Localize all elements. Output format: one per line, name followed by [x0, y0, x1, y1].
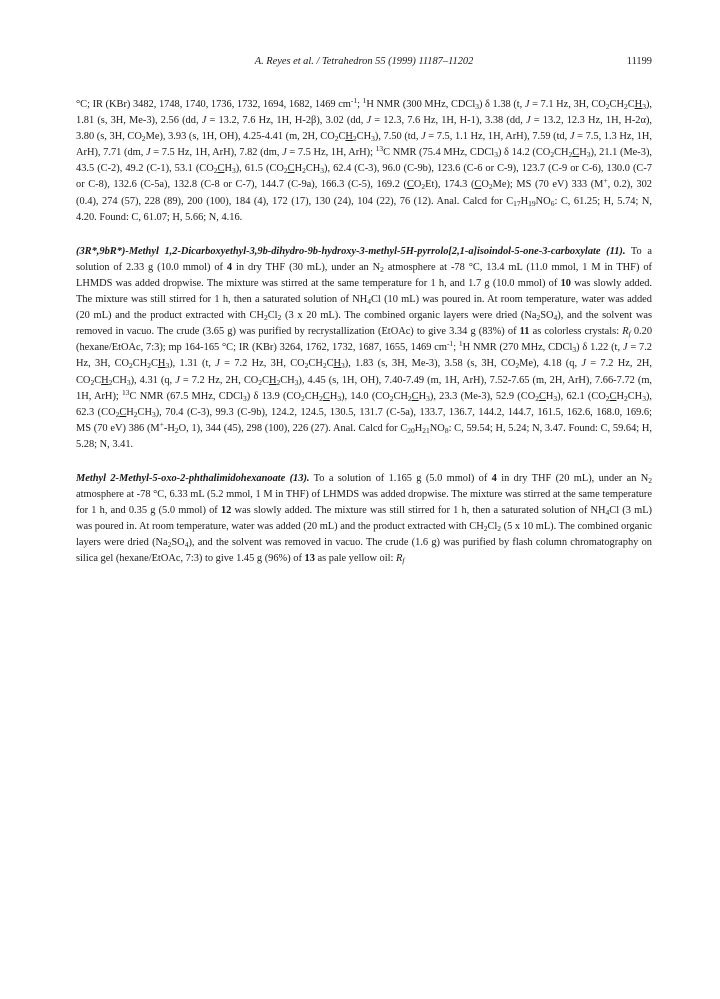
paragraph-text: To a solution of 1.165 g (5.0 mmol) of 4 in dry THF (20 mL), under an $N_2$ atmosphere at -78 °C, 6.33 mL (5.2 mmol, 1 M in THF) of LHMDS was added dropwise. The mixture was stirred at the same temperature for 1 h, and 0.35 g (5.0 mmol) of 12 was slowly added. The mixture was still stirred for 1 h, then a saturated solution of $NH_4Cl$ (3 mL) was poured in. At room temperature, water was added (20 mL) and the product extracted with $CH_2Cl_2$ (5 x 10 mL). The combined organic layers were dried $(Na_2SO_4)$, and the solvent was removed in vacuo. The crude (1.6 g) was purified by flash column chromatography on silica gel (hexane/EtOAc, 7:3) to give 1.45 g (96%) of 13 as pale yellow oil: $R_f$	[76, 472, 653, 566]
paragraph-text: To a solution of 2.33 g (10.0 mmol) of 4 in dry THF (30 mL), under an $N_2$ atmosphere at -78 °C, 13.4 mL (11.0 mmol, 1 M in THF) of LHMDS was added dropwise. The mixture was stirred at the same temperature for 1 h, and 1.7 g (10.0 mmol) of 10 was slowly added. The mixture was still stirred for 1 h, then a saturated solution of $NH_4Cl$ (10 mL) was poured in. At room temperature, water was added (20 mL) and the product extracted with $CH_2Cl_2$ (3 x 20 mL). The combined organic layers were dried $(Na_2SO_4)$, and the solvent was removed in vacuo. The crude (3.65 g) was purified by recrystallization (EtOAc) to give 3.34 g (83%) of 11 as colorless crystals: $R_f$ 0.20 (hexane/EtOAc, 7:3); mp 164-165 °C; IR (KBr) 3264, 1762, 1732, 1687, 1655, 1469 $cm^{-1}$; $^1$H NMR (270 MHz, CDCl$_3$) δ 1.22 (t, J = 7.2 Hz, 3H, $CO_2CH_2CH_3$), 1.31 (t, J = 7.2 Hz, 3H, $CO_2CH_2CH_3$), 1.83 (s, 3H, Me-3), 3.58 (s, 3H, $CO_2Me$), 4.18 (q, J = 7.2 Hz, 2H, $CO_2CH_2CH_3$), 4.31 (q, J = 7.2 Hz, 2H, $CO_2CH_2CH_3$), 4.45 (s, 1H, OH), 7.40-7.49 (m, 1H, ArH), 7.52-7.65 (m, 2H, ArH), 7.66-7.72 (m, 1H, ArH); $^{13}$C NMR (67.5 MHz, CDCl$_3$) δ 13.9 $(CO_2CH_2CH_3)$, 14.0 $(CO_2CH_2CH_3)$, 23.3 (Me-3), 52.9 $(CO_2CH_3)$, 62.1 $(CO_2CH_2CH_3)$, 62.3 $(CO_2CH_2CH_3)$, 70.4 (C-3), 99.3 (C-9b), 124.2, 124.5, 130.5, 131.7 (C-5a), 133.7, 136.7, 144.2, 144.7, 161.5, 162.6, 168.0, 169.6; MS (70 eV) 386 ($M^+-H_2O$, 1), 344 (45), 298 (100), 226 (27). Anal. Calcd for $C_{20}H_{21}NO_8$: C, 59.54; H, 5.24; N, 3.47. Found: C, 59.64; H, 5.28; N, 3.41.	[76, 245, 653, 450]
paragraph-2	[76, 244, 652, 453]
paragraph-heading: Methyl 2-Methyl-5-oxo-2-phthalimidohexanoate (13).	[76, 472, 310, 484]
paragraph-3	[76, 471, 652, 568]
paragraph-heading: (3R*,9bR*)-Methyl 1,2-Dicarboxyethyl-3,9b-dihydro-9b-hydroxy-3-methyl-5H-pyrrolo[2,1-a]isoindol-5-one-3-carboxylate (11).	[76, 245, 626, 257]
page-header	[76, 54, 652, 70]
paragraph-1	[76, 97, 652, 226]
running-head: A. Reyes et al. / Tetrahedron 55 (1999) 11187–11202	[254, 56, 474, 67]
page-number: 11199	[626, 56, 652, 67]
paragraph-text: °C; IR (KBr) 3482, 1748, 1740, 1736, 1732, 1694, 1682, 1469 $cm^{-1}$; $^1$H NMR (300 MHz, CDCl$_3$) δ 1.38 (t, J = 7.1 Hz, 3H, $CO_2CH_2CH_3$), 1.81 (s, 3H, Me-3), 2.56 (dd, J = 13.2, 7.6 Hz, 1H, H-2β), 3.02 (dd, J = 12.3, 7.6 Hz, 1H, H-1), 3.38 (dd, J = 13.2, 12.3 Hz, 1H, H-2α), 3.80 (s, 3H, $CO_2Me$), 3.93 (s, 1H, OH), 4.25-4.41 (m, 2H, $CO_2CH_2CH_3$), 7.50 (td, J = 7.5, 1.1 Hz, 1H, ArH), 7.59 (td, J = 7.5, 1.3 Hz, 1H, ArH), 7.71 (dm, J = 7.5 Hz, 1H, ArH), 7.82 (dm, J = 7.5 Hz, 1H, ArH); $^{13}$C NMR (75.4 MHz, CDCl$_3$) δ 14.2 $(CO_2CH_2CH_3)$, 21.1 (Me-3), 43.5 (C-2), 49.2 (C-1), 53.1 $(CO_2CH_3)$, 61.5 $(CO_2CH_2CH_3)$, 62.4 (C-3), 96.0 (C-9b), 123.6 (C-6 or C-9), 123.7 (C-9 or C-6), 130.0 (C-7 or C-8), 132.6 (C-5a), 132.8 (C-8 or C-7), 144.7 (C-9a), 166.3 (C-5), 169.2 $(CO_2Et)$, 174.3 $(CO_2Me)$; MS (70 eV) 333 (M+, 0.2), 302 (0.4), 274 (57), 228 (89), 200 (100), 184 (4), 172 (17), 130 (24), 104 (22), 76 (12). Anal. Calcd for $C_{17}H_{19}NO_6$: C, 61.25; H, 5.74; N, 4.20. Found: C, 61.07; H, 5.66; N, 4.16.	[76, 96, 653, 223]
article-body	[76, 97, 652, 568]
